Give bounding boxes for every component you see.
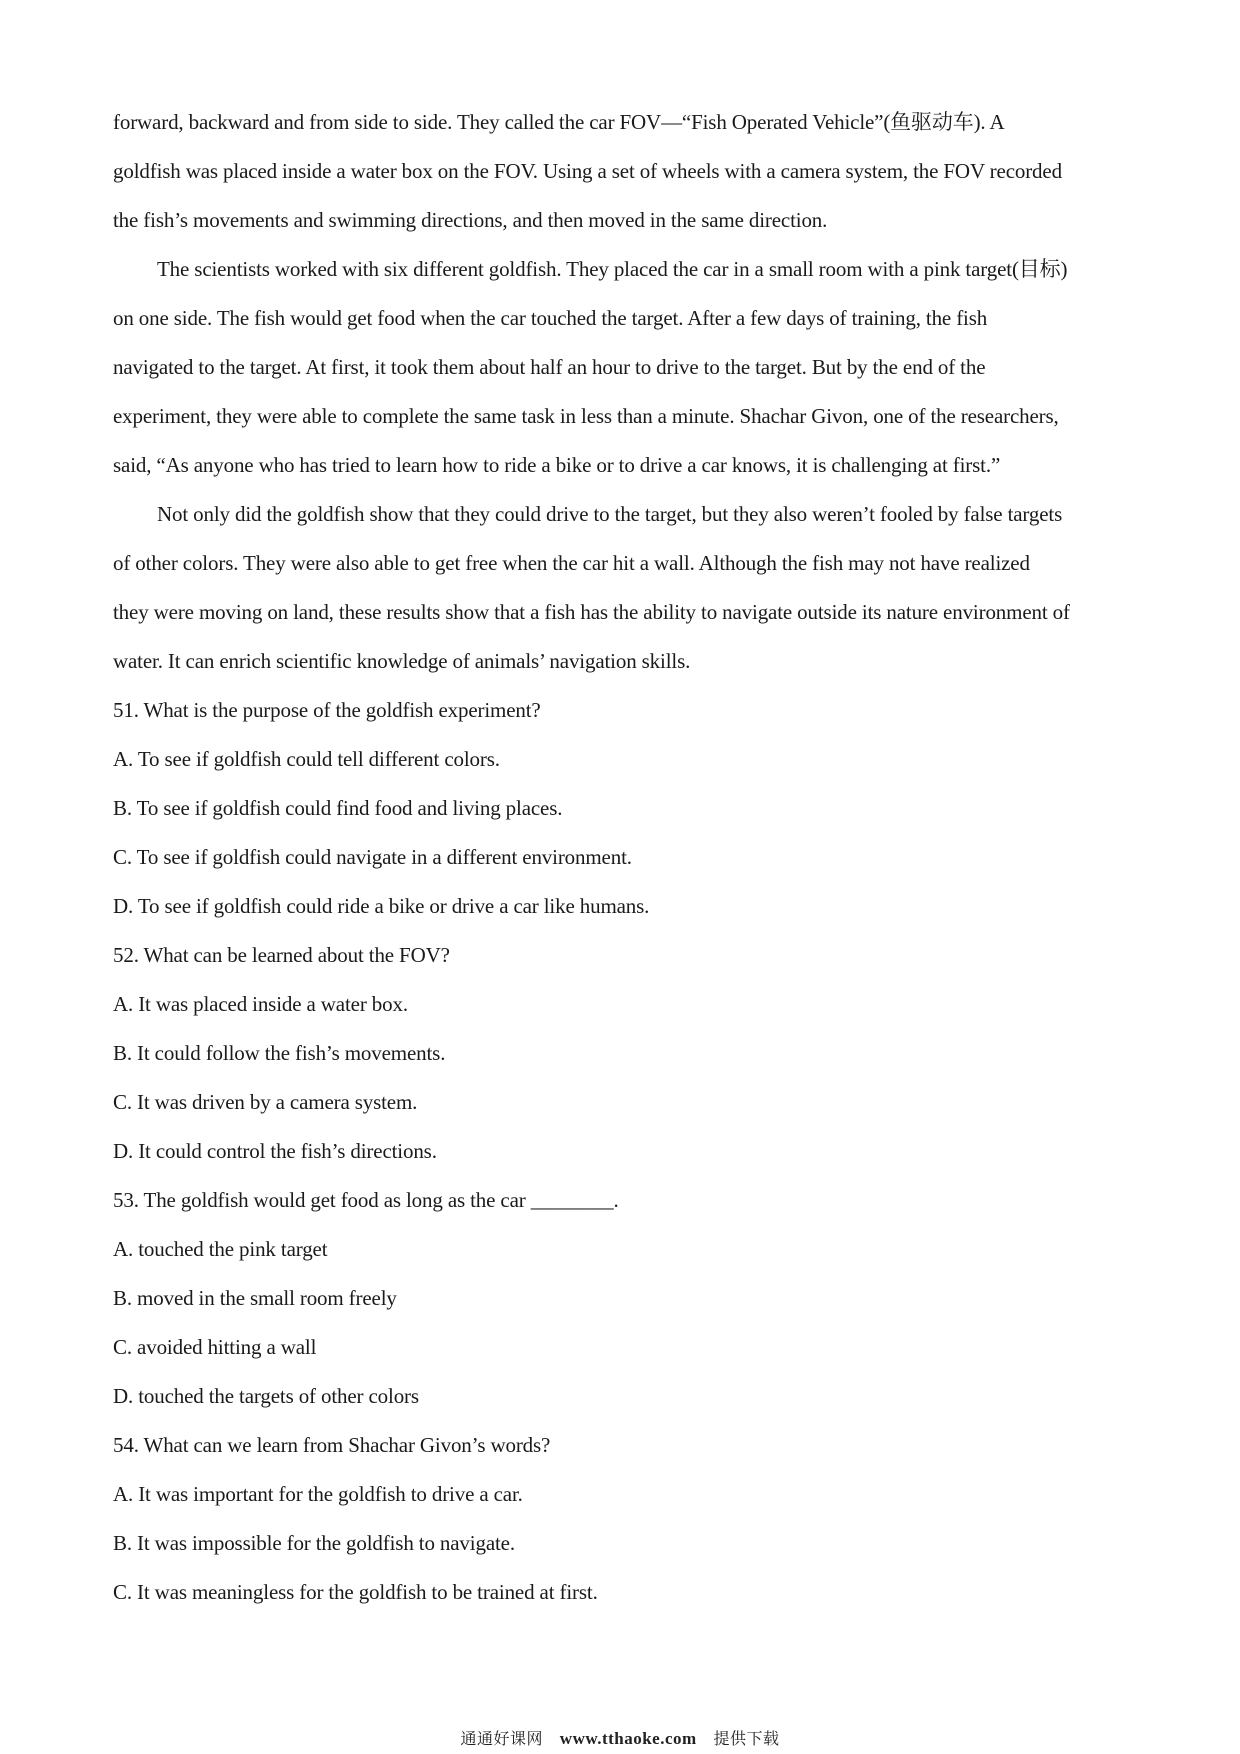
answer-option: D. It could control the fish’s directions. (113, 1139, 437, 1163)
answer-option: A. It was placed inside a water box. (113, 992, 408, 1016)
text-line: forward, backward and from side to side. They called the car FOV—“Fish Operated Vehicle”(鱼驱动车). A (113, 110, 1005, 134)
text-line: experiment, they were able to complete the same task in less than a minute. Shachar Givon, one of the researchers, (113, 404, 1059, 428)
text-line: goldfish was placed inside a water box on the FOV. Using a set of wheels with a camera system, the FOV recorded (113, 159, 1062, 183)
question-stem: 52. What can be learned about the FOV? (113, 943, 450, 967)
answer-option: C. avoided hitting a wall (113, 1335, 317, 1359)
text-line: of other colors. They were also able to get free when the car hit a wall. Although the fish may not have realized (113, 551, 1030, 575)
question-52 (113, 931, 1133, 1176)
answer-option: A. To see if goldfish could tell different colors. (113, 747, 500, 771)
answer-option: B. It could follow the fish’s movements. (113, 1041, 446, 1065)
document-page (113, 98, 1133, 1617)
answer-option: C. It was driven by a camera system. (113, 1090, 418, 1114)
text-line: said, “As anyone who has tried to learn how to ride a bike or to drive a car knows, it is challenging at first.” (113, 453, 1001, 477)
answer-option: A. It was important for the goldfish to drive a car. (113, 1482, 523, 1506)
answer-option: D. touched the targets of other colors (113, 1384, 419, 1408)
question-stem: 54. What can we learn from Shachar Givon’s words? (113, 1433, 551, 1457)
text-line: they were moving on land, these results show that a fish has the ability to navigate outside its nature environment of (113, 600, 1070, 624)
answer-option: B. It was impossible for the goldfish to navigate. (113, 1531, 515, 1555)
text-line: navigated to the target. At first, it took them about half an hour to drive to the target. But by the end of the (113, 355, 986, 379)
answer-option: A. touched the pink target (113, 1237, 328, 1261)
answer-option: C. It was meaningless for the goldfish to be trained at first. (113, 1580, 598, 1604)
paragraph-1 (113, 98, 1133, 245)
paragraph-3 (113, 490, 1133, 686)
paragraph-2 (113, 245, 1133, 490)
footer-site-name: 通通好课网 (460, 1729, 544, 1748)
footer-note: 提供下载 (713, 1729, 780, 1748)
answer-option: B. To see if goldfish could find food and living places. (113, 796, 563, 820)
answer-option: C. To see if goldfish could navigate in a different environment. (113, 845, 632, 869)
footer-url: www.tthaoke.com (559, 1729, 697, 1748)
question-stem: 51. What is the purpose of the goldfish experiment? (113, 698, 541, 722)
text-line: water. It can enrich scientific knowledge of animals’ navigation skills. (113, 649, 691, 673)
page-footer (0, 1726, 1240, 1749)
answer-option: D. To see if goldfish could ride a bike or drive a car like humans. (113, 894, 650, 918)
text-line: Not only did the goldfish show that they could drive to the target, but they also weren’t fooled by false targets (157, 502, 1063, 526)
question-51 (113, 686, 1133, 931)
text-line: on one side. The fish would get food when the car touched the target. After a few days of training, the fish (113, 306, 988, 330)
question-54 (113, 1421, 1133, 1617)
answer-option: B. moved in the small room freely (113, 1286, 397, 1310)
question-stem: 53. The goldfish would get food as long as the car ________. (113, 1188, 619, 1212)
text-line: The scientists worked with six different goldfish. They placed the car in a small room with a pink target(目标) (157, 257, 1068, 281)
text-line: the fish’s movements and swimming directions, and then moved in the same direction. (113, 208, 828, 232)
question-53 (113, 1176, 1133, 1421)
